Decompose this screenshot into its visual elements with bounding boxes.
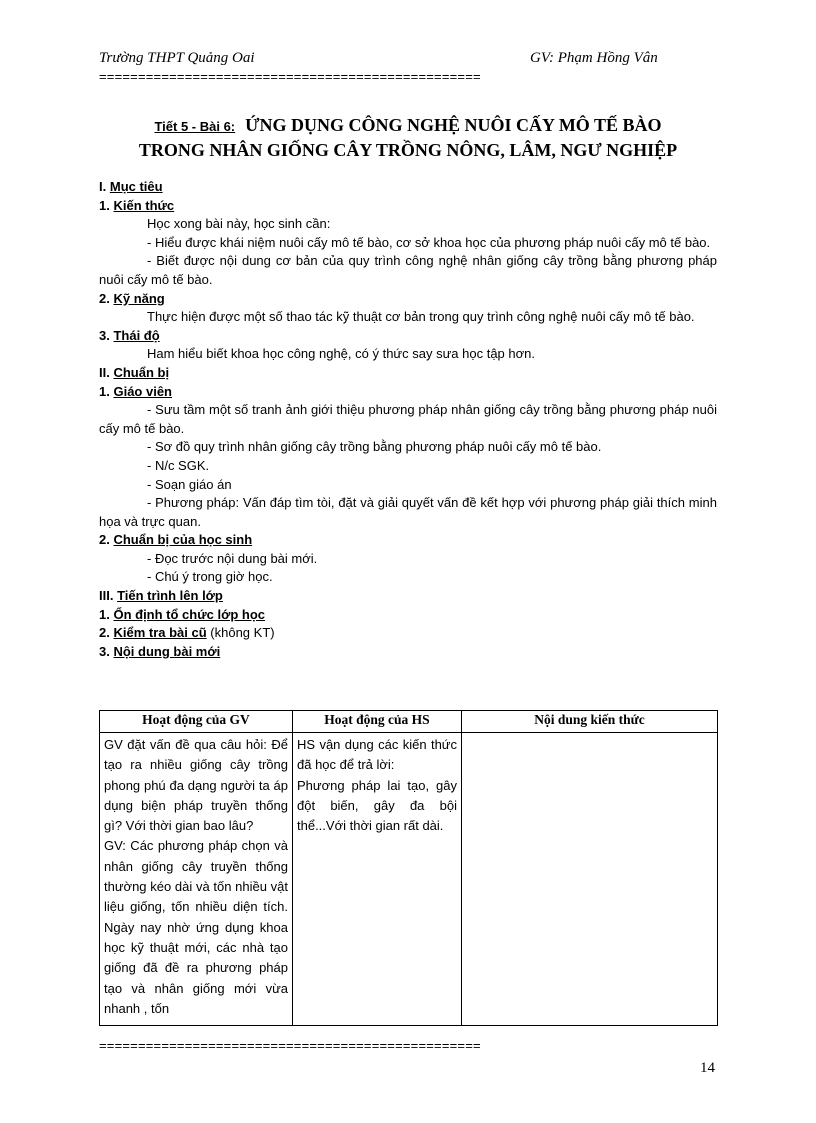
attitude-item: Ham hiểu biết khoa học công nghệ, có ý thức say sưa học tập hơn. xyxy=(147,346,535,362)
page-number: 14 xyxy=(700,1060,715,1076)
header-school: Trường THPT Quảng Oai xyxy=(99,50,255,66)
teacher-activity-cell xyxy=(100,733,293,1026)
header-content: Nội dung kiến thức xyxy=(462,711,718,733)
header-rule: ================================================= xyxy=(99,70,481,84)
student-item: - Đọc trước nội dung bài mới. xyxy=(147,550,318,566)
teacher-item: - Phương pháp: Vấn đáp tìm tòi, đặt và giải quyết vấn đề kết hợp với phương pháp giải thích minh họa và trực quan. xyxy=(99,495,717,529)
title-line-1 xyxy=(99,115,717,136)
subsection-knowledge: 1. Kiến thức xyxy=(99,197,175,213)
knowledge-content-cell xyxy=(462,733,718,1026)
section-objectives: I. Mục tiêu xyxy=(99,179,163,194)
knowledge-intro: Học xong bài này, học sinh cần: xyxy=(147,216,331,232)
table-row xyxy=(100,733,718,1026)
subsection-teacher: 1. Giáo viên xyxy=(99,383,172,399)
section-procedure: III. Tiến trình lên lớp xyxy=(99,588,223,604)
student-item: - Chú ý trong giờ học. xyxy=(147,569,273,585)
teacher-item: - Sơ đồ quy trình nhân giống cây trồng bằng phương pháp nuôi cấy mô tế bào. xyxy=(147,439,602,455)
activity-table xyxy=(99,710,718,1026)
lesson-body xyxy=(99,178,717,661)
teacher-item: - Sưu tầm một số tranh ảnh giới thiệu phương pháp nhân giống cây trồng bằng phương pháp nuôi cấy mô tế bào. xyxy=(99,402,717,436)
title-text-1: ỨNG DỤNG CÔNG NGHỆ NUÔI CẤY MÔ TẾ BÀO xyxy=(245,115,662,135)
subsection-class-org: 1. Ổn định tổ chức lớp học xyxy=(99,606,266,622)
header-student-activity: Hoạt động của HS xyxy=(293,711,462,733)
subsection-skills: 2. Kỹ năng xyxy=(99,290,165,306)
subsection-review: 2. Kiểm tra bài cũ (không KT) xyxy=(99,625,275,641)
student-activity-intro: HS vận dụng các kiến thức đã học để trả lời: xyxy=(297,737,457,773)
knowledge-item: - Hiểu được khái niệm nuôi cấy mô tế bào, cơ sở khoa học của phương pháp nuôi cấy mô tế bào. xyxy=(147,234,711,250)
student-activity-answer: Phương pháp lai tạo, gây đột biến, gây đa bội thể...Với thời gian rất dài. xyxy=(297,777,457,834)
header-teacher-activity: Hoạt động của GV xyxy=(100,711,293,733)
teacher-item: - N/c SGK. xyxy=(147,457,210,473)
student-activity-cell xyxy=(293,733,462,1026)
knowledge-item: - Biết được nội dung cơ bản của quy trình công nghệ nhân giống cây trồng bằng phương pháp nuôi cấy mô tế bào. xyxy=(99,253,717,287)
teacher-activity-explanation: GV: Các phương pháp chọn và nhân giống cây truyền thống thường kéo dài và tốn nhiều vật liệu giống, tốn nhiều diện tích. Ngày nay nhờ ứng dụng khoa học kỹ thuật mới, các nhà tạo giống đã đề ra phương pháp tạo và nhân giống mới vừa nhanh , tốn xyxy=(104,838,288,1016)
title-line-2: TRONG NHÂN GIỐNG CÂY TRỒNG NÔNG, LÂM, NGƯ NGHIỆP xyxy=(138,140,678,160)
footer-rule: ================================================= xyxy=(99,1039,481,1053)
section-preparation: II. Chuẩn bị xyxy=(99,364,170,380)
teacher-activity-question: GV đặt vấn đề qua câu hỏi: Để tạo ra nhiều giống cây trồng phong phú đa dạng người ta áp dụng biện pháp truyền thống gì? Với thời gian bao lâu? xyxy=(104,737,288,834)
header-teacher: GV: Phạm Hồng Vân xyxy=(530,50,658,66)
lesson-number: Tiết 5 - Bài 6: xyxy=(154,119,236,134)
subsection-student-prep: 2. Chuẩn bị của học sinh xyxy=(99,532,253,548)
subsection-attitude: 3. Thái độ xyxy=(99,327,160,343)
teacher-item: - Soạn giáo án xyxy=(147,476,232,492)
subsection-new-lesson: 3. Nội dung bài mới xyxy=(99,643,221,659)
skills-item: Thực hiện được một số thao tác kỹ thuật cơ bản trong quy trình công nghệ nuôi cấy mô tế bào. xyxy=(147,309,695,325)
table-header-row xyxy=(100,711,718,733)
